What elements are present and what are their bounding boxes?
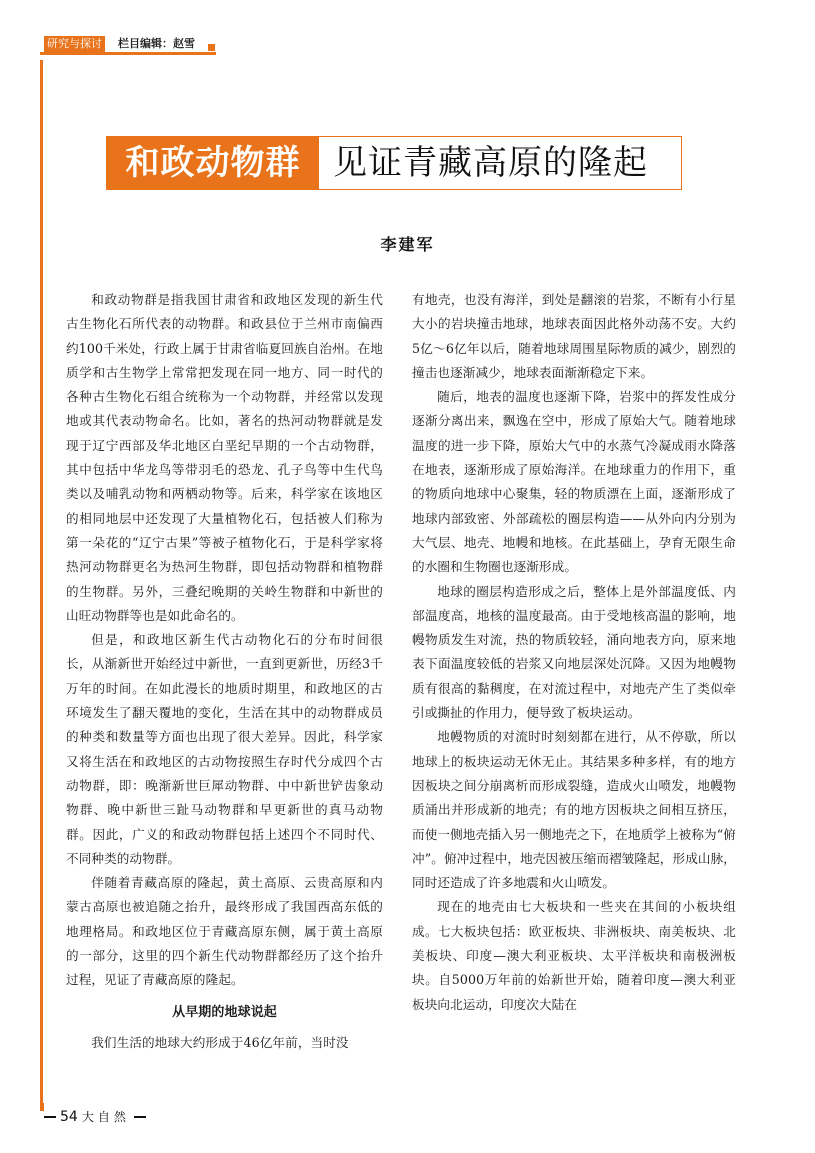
- right-column: [412, 288, 736, 1017]
- page-number: 54: [60, 1108, 78, 1125]
- title-highlight: 和政动物群: [107, 137, 319, 189]
- article-title: [106, 136, 682, 190]
- paragraph-continuation: 有地壳，也没有海洋，到处是翻滚的岩浆，不断有小行星大小的岩块撞击地球，地球表面因此格外动荡不安。大约5亿～6亿年以后，随着地球周围星际物质的减少，剧烈的撞击也逐渐减少，地球表面渐渐稳定下来。: [412, 292, 736, 380]
- paragraph: 地球的圈层构造形成之后，整体上是外部温度低、内部温度高，地核的温度最高。由于受地核高温的影响，地幔物质发生对流，热的物质较轻，涌向地表方向，原来地表下面温度较低的岩浆又向地层深处沉降。又因为地幔物质有很高的黏稠度，在对流过程中，对地壳产生了类似牵引或撕扯的作用力，便导致了板块运动。: [412, 583, 736, 721]
- title-rest: 见证青藏高原的隆起: [333, 143, 648, 183]
- page-footer: [44, 1108, 146, 1125]
- paragraph: 随后，地表的温度也逐渐下降，岩浆中的挥发性成分逐渐分离出来，飘逸在空中，形成了原始大气。随着地球温度的进一步下降，原始大气中的水蒸气冷凝成雨水降落在地表，逐渐形成了原始海洋。在地球重力的作用下，重的物质向地球中心聚集，轻的物质漂在上面，逐渐形成了地球内部致密、外部疏松的圈层构造——从外向内分别为大气层、地壳、地幔和地核。在此基础上，孕育无限生命的水圈和生物圈也逐渐形成。: [412, 389, 736, 575]
- section-tag: 研究与探讨: [44, 36, 105, 52]
- paragraph: 地幔物质的对流时时刻刻都在进行，从不停歇，所以地球上的板块运动无休无止。其结果多种多样，有的地方因板块之间分崩离析而形成裂缝，造成火山喷发，地幔物质涌出并形成新的地壳；有的地方因板块之间相互挤压，而使一侧地壳插入另一侧地壳之下，在地质学上被称为“俯冲”。俯冲过程中，地壳因被压缩而褶皱隆起，形成山脉，同时还造成了许多地震和火山喷发。: [412, 729, 736, 891]
- author-name: 李建军: [380, 235, 435, 254]
- footer-dash: [134, 1116, 146, 1118]
- magazine-name: 大自然: [81, 1110, 130, 1124]
- paragraph: 和政动物群是指我国甘肃省和政地区发现的新生代古生物化石所代表的动物群。和政县位于兰州市南偏西约100千米处，行政上属于甘肃省临夏回族自治州。在地质学和古生物学上常常把发现在同一地方、同一时代的各种古生物化石组合统称为一个动物群，并经常以发现地或其代表动物命名。比如，著名的热河动物群就是发现于辽宁西部及华北地区白垩纪早期的一个古动物群，其中包括中华龙鸟等带羽毛的恐龙、孔子鸟等中生代鸟类以及哺乳动物和两栖动物等。后来，科学家在该地区的相同地层中还发现了大量植物化石，包括被人们称为第一朵花的“辽宁古果”等被子植物化石，于是科学家将热河动物群更名为热河生物群，即包括动物群和植物群的生物群。另外，三叠纪晚期的关岭生物群和中新世的山旺动物群等也是如此命名的。: [66, 292, 383, 623]
- section-subheading: 从早期的地球说起: [172, 1004, 277, 1020]
- paragraph: 但是，和政地区新生代古动物化石的分布时间很长，从渐新世开始经过中新世，一直到更新世，历经3千万年的时间。在如此漫长的地质时期里，和政地区的古环境发生了翻天覆地的变化，生活在其中的动物群成员的种类和数量等方面也出现了很大差异。因此，科学家又将生活在和政地区的古动物按照生存时代分成四个古动物群，即：晚渐新世巨犀动物群、中中新世铲齿象动物群、晚中新世三趾马动物群和早更新世的真马动物群。因此，广义的和政动物群包括上述四个不同时代、不同种类的动物群。: [66, 632, 383, 866]
- editor-credit: 栏目编辑：赵雪: [118, 37, 195, 50]
- footer-dash: [44, 1116, 56, 1118]
- orange-header-rule: [40, 52, 216, 55]
- orange-vertical-rule: [40, 60, 43, 1110]
- orange-square-decoration: [208, 44, 215, 51]
- paragraph: 现在的地壳由七大板块和一些夹在其间的小板块组成。七大板块包括：欧亚板块、非洲板块、南美板块、北美板块、印度—澳大利亚板块、太平洋板块和南极洲板块。自5000万年前的始新世开始，随着印度—澳大利亚板块向北运动，印度次大陆在: [412, 899, 736, 1012]
- paragraph: 伴随着青藏高原的隆起，黄土高原、云贵高原和内蒙古高原也被追随之抬升，最终形成了我国西高东低的地理格局。和政地区位于青藏高原东侧，属于黄土高原的一部分，这里的四个新生代动物群都经历了这个抬升过程，见证了青藏高原的隆起。: [66, 875, 383, 988]
- paragraph: 我们生活的地球大约形成于46亿年前，当时没: [91, 1034, 349, 1050]
- left-column: [66, 288, 383, 1055]
